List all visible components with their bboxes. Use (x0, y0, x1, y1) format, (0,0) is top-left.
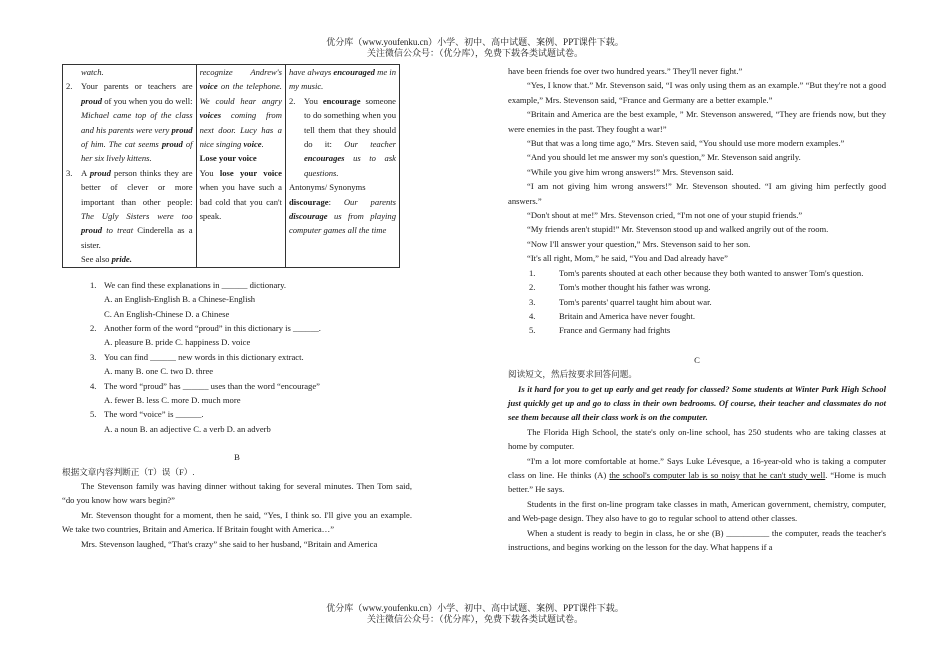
header-line-1: 优分库（www.youfenku.cn）小学、初中、高中试题、案例、PPT课件下载。 (326, 37, 624, 47)
true-false-statement: 4. Britain and America have never fought. (529, 310, 696, 321)
story-paragraph: “It's all right, Mom,” he said, “You and Dad already have” (527, 253, 728, 264)
dictionary-voice-column (196, 65, 285, 268)
page-footer (0, 603, 950, 625)
question-item: 3. You can find ______ new words in this dictionary extract. (90, 351, 304, 362)
passage-paragraph: The Florida High School, the state's only on-line school, has 250 students who are taking classes at home by computer. (508, 426, 886, 452)
entry-encourage-1: have always encouraged me in my music. (288, 67, 396, 92)
question-item: 5. The word “voice” is ______. (90, 409, 204, 420)
story-paragraph: “Now I'll answer your question,” Mrs. Stevenson said to her son. (527, 238, 751, 249)
question-options: A. pleasure B. pride C. happiness D. voice (104, 337, 251, 348)
section-c-intro: Is it hard for you to get up early and get ready for classed? Some students at Winter Park High School just quickly get up and go to class in their own bedrooms. Of course, their teacher and classmates do not see them because all their class work is on the computer. (508, 383, 886, 423)
section-c-instruction: 阅读短文，然后按要求回答问题。 (508, 369, 637, 380)
entry-proud-2: 2. Your parents or teachers are proud of you when you do well: Michael came top of the class and his parents were very proud of him. The cat seems proud of her six lively kittens. (66, 81, 193, 164)
section-b-label: B (234, 452, 240, 463)
entry-discourage: discourage: Our parents discourage us from playing computer games all the time (288, 196, 396, 236)
entry-lose-voice: You lose your voice when you have such a bad cold that you can't speak. (199, 167, 282, 222)
section-c-label: C (694, 354, 700, 365)
true-false-statement: 3. Tom's parents' quarrel taught him about war. (529, 296, 712, 307)
entry-watch-end: watch. (81, 67, 104, 77)
true-false-statement: 5. France and Germany had frights (529, 325, 671, 336)
section-a-questions (90, 278, 412, 436)
lose-voice-heading: Lose your voice (199, 153, 257, 164)
story-paragraph: Mr. Stevenson thought for a moment, then he said, “Yes, I think so. I'll give you an example. We take two countries, Britain and America. If Britain fought with America…” (62, 509, 412, 535)
story-paragraph: “Britain and America are the best example, ” Mr. Stevenson answered, “They are friends now, but they were enemies in the past. They fought a war!” (508, 109, 886, 134)
dictionary-encourage-column (285, 65, 399, 268)
footer-line-2: 关注微信公众号：（优分库），免费下载各类试题试卷。 (366, 614, 583, 624)
story-paragraph: “While you give him wrong answers!” Mrs. Stevenson said. (527, 166, 734, 177)
question-item: 4. The word “proud” has ______ uses than the word “encourage” (90, 380, 320, 391)
question-options: A. fewer B. less C. more D. much more (104, 394, 241, 405)
footer-line-1: 优分库（www.youfenku.cn）小学、初中、高中试题、案例、PPT课件下载。 (326, 603, 624, 613)
underlined-sentence-a: the school's computer lab is so noisy that he can't study well (609, 469, 826, 480)
passage-paragraph: “I'm a lot more comfortable at home.” Says Luke Lévesque, a 16-year-old who is taking a computer class on line. He thinks (A) the school's computer lab is so noisy that he can't study well. “Home is much better.” He says. (508, 455, 886, 495)
question-options: A. an English-English B. a Chinese-English (104, 294, 256, 305)
question-options: C. An English-Chinese D. a Chinese (104, 308, 230, 319)
true-false-statement: 2. Tom's mother thought his father was wrong. (529, 282, 711, 293)
right-column (508, 64, 886, 554)
story-paragraph: “My friends aren't stupid!” Mr. Stevenson stood up and walked angrily out of the room. (527, 224, 829, 235)
story-paragraph: “Yes, I know that.” Mr. Stevenson said, “I was only using them as an example.” “But they're not a good example,” Mrs. Stevenson said, “France and Germany are a better example.” (508, 80, 886, 105)
passage-paragraph: When a student is ready to begin in class, he or she (B) __________ the computer, reads the teacher's instructions, and begins working on the lesson for the day. What happens if a (508, 527, 886, 552)
entry-proud-3: 3. A proud person thinks they are better of clever or more important than other people: The Ugly Sisters were too proud to treat Cinderella as a sister. (66, 167, 193, 250)
story-paragraph: The Stevenson family was having dinner without taking for several minutes. Then Tom said, “do you know how wars begin?” (62, 480, 412, 506)
story-paragraph: “But that was a long time ago,” Mrs. Steven said, “You should use more modern examples.” (527, 138, 845, 149)
entry-encourage-2: 2. You encourage someone to do something when you tell them that they should do it: Our teacher encourages us to ask questions. (288, 95, 397, 178)
entry-voice: recognize Andrew's voice on the telephone. We could hear angry voices coming from next door. Lucy has a nice singing voice. (199, 67, 282, 150)
see-also: See also pride. (81, 254, 132, 265)
section-b-instruction: 根据文章内容判断正（T）误（F）. (62, 466, 195, 477)
page-header (0, 37, 950, 59)
true-false-statement: 1. Tom's parents shouted at each other because they both wanted to answer Tom's question. (529, 267, 864, 278)
story-paragraph: “I am not giving him wrong answers!” Mr. Stevenson shouted. “I am giving him perfectly good answers.” (508, 181, 886, 206)
passage-paragraph: Students in the first on-line program take classes in math, American government, chemistry, computer, and Web-page design. They also have to go to regular school to attend other classes. (508, 498, 886, 524)
header-line-2: 关注微信公众号：（优分库），免费下载各类试题试卷。 (366, 48, 583, 58)
story-paragraph: Mrs. Stevenson laughed, “That's crazy” she said to her husband, “Britain and America (81, 538, 378, 549)
dictionary-table (62, 64, 400, 268)
question-item: 2. Another form of the word “proud” in this dictionary is ______. (90, 322, 321, 333)
question-options: A. a noun B. an adjective C. a verb D. an adverb (104, 423, 271, 434)
left-column (62, 64, 412, 551)
story-paragraph: “And you should let me answer my son's question,” Mr. Stevenson said angrily. (527, 152, 801, 163)
dictionary-proud-column (63, 65, 197, 268)
story-paragraph: “Don't shout at me!” Mrs. Stevenson cried, “I'm not one of your stupid friends.” (527, 210, 803, 221)
question-item: 1. We can find these explanations in ______ dictionary. (90, 279, 287, 290)
antonyms-label: Antonyms/ Synonyms (288, 182, 366, 193)
question-options: A. many B. one C. two D. three (104, 366, 214, 377)
story-continuation: have been friends foe over two hundred years.” They'll never fight.” (508, 66, 743, 76)
